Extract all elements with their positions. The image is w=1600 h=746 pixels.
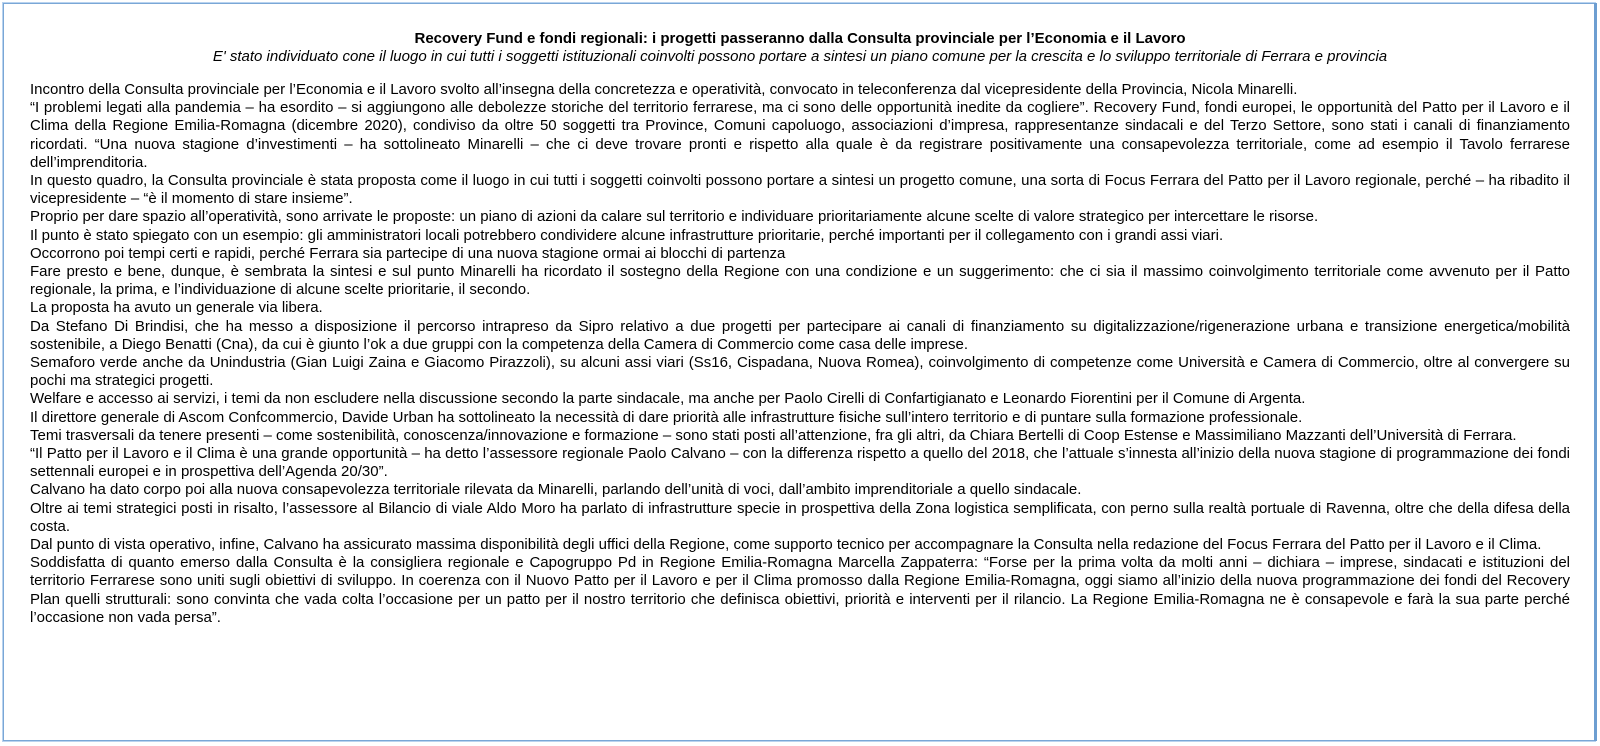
paragraph: Semaforo verde anche da Unindustria (Gian Luigi Zaina e Giacomo Pirazzoli), su alcuni assi viari (Ss16, Cispadana, Nuova Romea), coinvolgimento di competenze come Università e Camera di Commercio, oltre al convergere su pochi ma strategici progetti. <box>30 354 1570 390</box>
paragraph: Proprio per dare spazio all’operatività, sono arrivate le proposte: un piano di azioni da calare sul territorio e individuare prioritariamente alcune scelte di valore strategico per intercettare le risorse. <box>30 208 1319 226</box>
paragraph: La proposta ha avuto un generale via libera. <box>30 299 323 317</box>
paragraph: Temi trasversali da tenere presenti – come sostenibilità, conoscenza/innovazione e formazione – sono stati posti all’attenzione, fra gli altri, da Chiara Bertelli di Coop Estense e Massimiliano Mazzanti dell’Università di Ferrara. <box>30 426 1517 444</box>
paragraph: Fare presto e bene, dunque, è sembrata la sintesi e sul punto Minarelli ha ricordato il sostegno della Regione con una condizione e un suggerimento: che ci sia il massimo coinvolgimento territoriale come avvenuto per il Patto regionale, la prima, e l’individuazione di alcune scelte prioritarie, il secondo. <box>30 263 1570 299</box>
paragraph: Dal punto di vista operativo, infine, Calvano ha assicurato massima disponibilità degli uffici della Regione, come supporto tecnico per accompagnare la Consulta nella redazione del Focus Ferrara del Patto per il Lavoro e il Clima. <box>30 536 1542 554</box>
article-body <box>30 81 1570 627</box>
article-title: Recovery Fund e fondi regionali: i progetti passeranno dalla Consulta provinciale per l’Economia e il Lavoro <box>414 30 1186 47</box>
paragraph: “I problemi legati alla pandemia – ha esordito – si aggiungono alle debolezze storiche del territorio ferrarese, ma ci sono delle opportunità inedite da cogliere”. Recovery Fund, fondi europei, le opportunità del Patto per il Lavoro e il Clima della Regione Emilia-Romagna (dicembre 2020), condiviso da oltre 50 soggetti tra Province, Comuni capoluogo, associazioni d’impresa, rappresentanze sindacali e del Terzo Settore, sono stati i canali di finanziamento ricordati. “Una nuova stagione d’investimenti – ha sottolineato Minarelli – che ci deve trovare pronti e rispetto alla quale è da registrare positivamente una consapevolezza territoriale, come ad esempio il Tavolo ferrarese dell’imprenditoria. <box>30 99 1570 171</box>
paragraph: Calvano ha dato corpo poi alla nuova consapevolezza territoriale rilevata da Minarelli, parlando dell’unità di voci, dall’ambito imprenditoriale a quello sindacale. <box>30 481 1082 499</box>
frame-right-edge <box>1594 3 1597 741</box>
paragraph: Welfare e accesso ai servizi, i temi da non escludere nella discussione secondo la parte sindacale, ma anche per Paolo Cirelli di Confartigianato e Leonardo Fiorentini per il Comune di Argenta. <box>30 390 1306 408</box>
paragraph: Da Stefano Di Brindisi, che ha messo a disposizione il percorso intrapreso da Sipro relativo a due progetti per partecipare ai canali di finanziamento su digitalizzazione/rigenerazione urbana e transizione energetica/mobilità sostenibile, a Diego Benatti (Cna), da cui è giunto l’ok a due gruppi con la competenza della Camera di Commercio come casa delle imprese. <box>30 317 1570 353</box>
article-subtitle: E' stato individuato cone il luogo in cui tutti i soggetti istituzionali coinvolti possono portare a sintesi un piano comune per la crescita e lo sviluppo territoriale di Ferrara e provincia <box>212 48 1388 65</box>
paragraph: Il punto è stato spiegato con un esempio: gli amministratori locali potrebbero condividere alcune infrastrutture prioritarie, perché importanti per il collegamento con i grandi assi viari. <box>30 226 1224 244</box>
paragraph: Il direttore generale di Ascom Confcommercio, Davide Urban ha sottolineato la necessità di dare priorità alle infrastrutture fisiche sull’intero territorio e di puntare sulla formazione professionale. <box>30 408 1303 426</box>
paragraph: In questo quadro, la Consulta provinciale è stata proposta come il luogo in cui tutti i soggetti coinvolti possono portare a sintesi un progetto comune, una sorta di Focus Ferrara del Patto per il Lavoro regionale, perché – ha ribadito il vicepresidente – “è il momento di stare insieme”. <box>30 172 1570 208</box>
paragraph: “Il Patto per il Lavoro e il Clima è una grande opportunità – ha detto l’assessore regionale Paolo Calvano – con la differenza rispetto a quello del 2018, che l’attuale s’innesta all’inizio della nuova stagione di programmazione dei fondi settennali europei e in prospettiva dell’Agenda 20/30”. <box>30 445 1570 481</box>
paragraph: Incontro della Consulta provinciale per l’Economia e il Lavoro svolto all’insegna della concretezza e operatività, convocato in teleconferenza dal vicepresidente della Provincia, Nicola Minarelli. <box>30 81 1298 98</box>
paragraph: Soddisfatta di quanto emerso dalla Consulta è la consigliera regionale e Capogruppo Pd in Regione Emilia-Romagna Marcella Zappaterra: “Forse per la prima volta da molti anni – dichiara – imprese, sindacati e istituzioni del territorio Ferrarese sono uniti sugli obiettivi di sviluppo. In coerenza con il Nuovo Patto per il Lavoro e per il Clima promosso dalla Regione Emilia-Romagna, oggi siamo all’inizio della nuova programmazione dei fondi del Recovery Plan quelli strutturali: sono convinta che vada colta l’occasione per un patto per il nostro territorio che definisca obiettivi, priorità e interventi per il rilancio. La Regione Emilia-Romagna ne è consapevole e farà la sua parte perché l’occasione non vada persa”. <box>30 554 1570 626</box>
paragraph: Oltre ai temi strategici posti in risalto, l’assessore al Bilancio di viale Aldo Moro ha parlato di infrastrutture specie in prospettiva della Zona logistica semplificata, con perno sulla realtà portuale di Ravenna, oltre che della difesa della costa. <box>30 499 1570 535</box>
paragraph: Occorrono poi tempi certi e rapidi, perché Ferrara sia partecipe di una nuova stagione ormai ai blocchi di partenza <box>30 244 786 262</box>
article <box>30 30 1570 627</box>
